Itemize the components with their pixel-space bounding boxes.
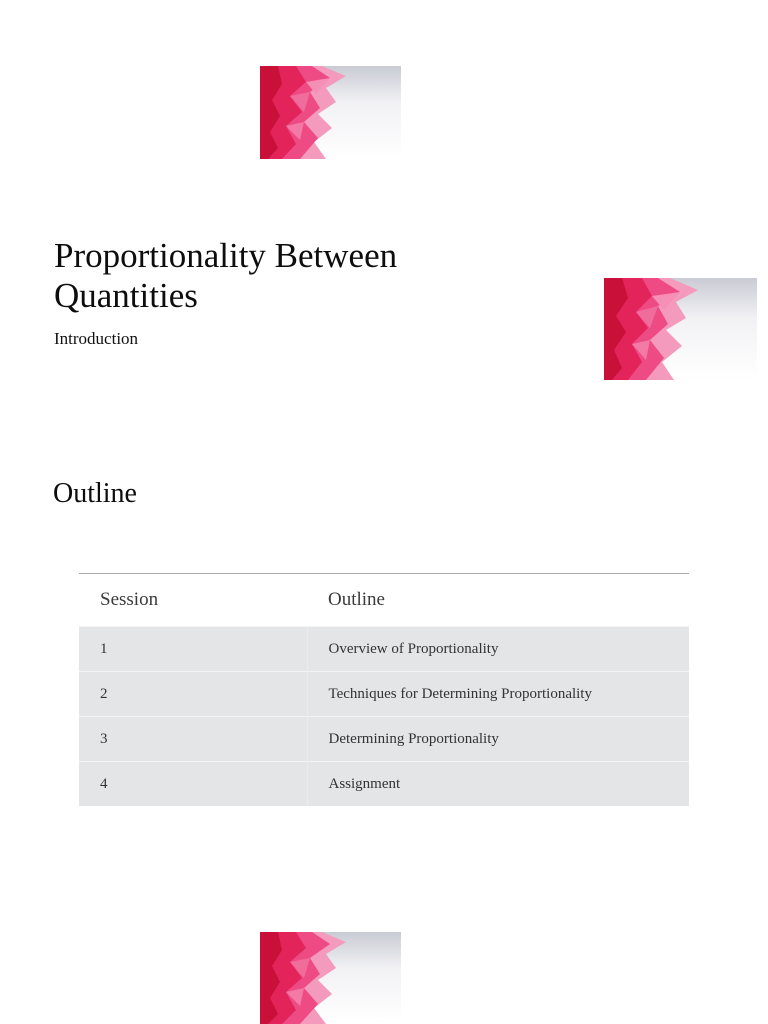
session-number: 4 (79, 762, 307, 807)
column-header-session: Session (79, 574, 307, 627)
table-row (79, 762, 689, 807)
outline-table (79, 573, 689, 806)
decorative-polygon-image-top (260, 66, 401, 159)
decorative-polygon-image-bottom (260, 932, 401, 1024)
session-topic: Assignment (307, 762, 689, 807)
table-row (79, 672, 689, 717)
column-header-outline: Outline (307, 574, 689, 627)
table-row (79, 627, 689, 672)
table-header-row (79, 574, 689, 627)
session-number: 3 (79, 717, 307, 762)
session-topic: Techniques for Determining Proportionality (307, 672, 689, 717)
session-topic: Overview of Proportionality (307, 627, 689, 672)
outline-heading: Outline (53, 478, 137, 509)
session-topic: Determining Proportionality (307, 717, 689, 762)
session-number: 2 (79, 672, 307, 717)
session-number: 1 (79, 627, 307, 672)
decorative-polygon-image-right (604, 278, 757, 380)
table-row (79, 717, 689, 762)
document-subtitle: Introduction (54, 329, 139, 348)
outline-table-container (79, 573, 689, 806)
document-title: Proportionality Between Quantities (54, 236, 398, 315)
